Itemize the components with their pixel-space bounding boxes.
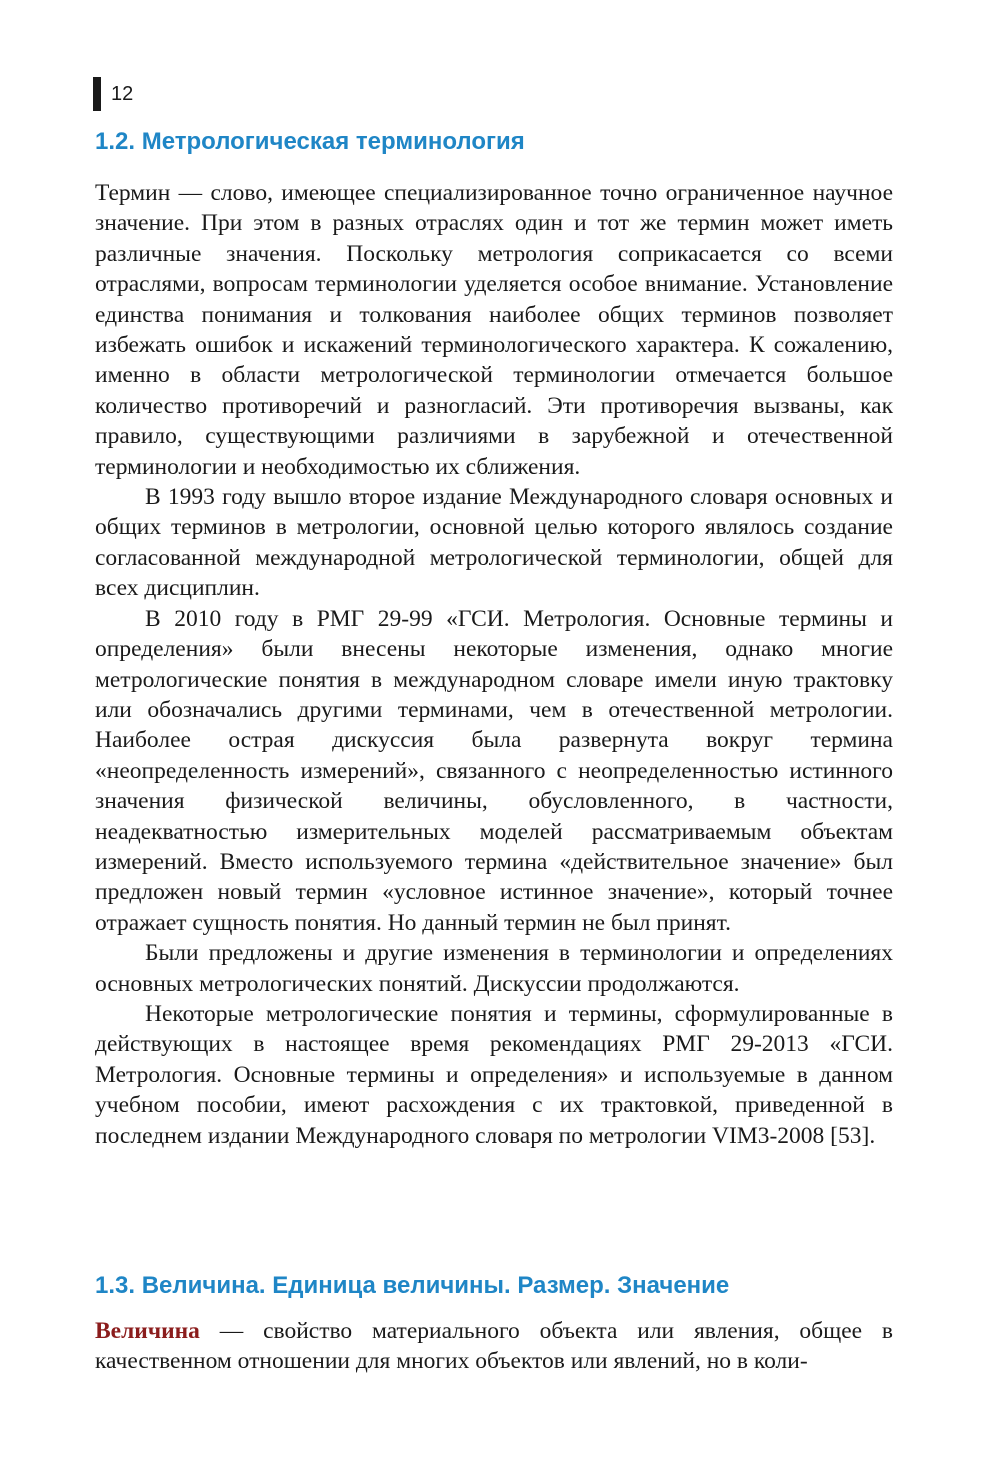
defined-term: Величина: [95, 1318, 200, 1344]
paragraph: В 2010 году в РМГ 29-99 «ГСИ. Метрология. Основные термины и определения» были внесены некоторые изменения, однако многие метрологические понятия в международном словаре имели иную трактовку или обозначались другими терминами, чем в отечественной метрологии. Наиболее острая дискуссия была развернута вокруг термина «неопределенность измерений», связанного с неопределенностью истинного значения физической величины, обусловленного, в частности, неадекватностью измерительных моделей рассматриваемым объектам измерений. Вместо используемого термина «действительное значение» был предложен новый термин «условное истинное значение», который точнее отражает сущность понятия. Но данный термин не был принят.: [95, 605, 893, 936]
page-marker-bar: [93, 77, 101, 111]
page-number: 12: [111, 83, 134, 105]
page-header: [93, 77, 133, 111]
paragraph: Некоторые метрологические понятия и термины, сформулированные в действующих в настоящее время рекомендациях РМГ 29-2013 «ГСИ. Метрология. Основные термины и определения» и используемые в данном учебном пособии, имеют расхождения с их трактовкой, приведенной в последнем издании Международного словаря по метрологии VIM3-2008 [53].: [95, 1000, 893, 1149]
section-body-1-3: [95, 1316, 893, 1377]
section-heading-1-3: 1.3. Величина. Единица величины. Размер. Значение: [95, 1272, 730, 1299]
paragraph: Были предложены и другие изменения в терминологии и определениях основных метрологических понятий. Дискуссии продолжаются.: [95, 940, 893, 997]
paragraph: Термин — слово, имеющее специализированное точно ограниченное научное значение. При этом в разных отраслях один и тот же термин может иметь различные значения. Поскольку метрология соприкасается со всеми отраслями, вопросам терминологии уделяется особое внимание. Установление единства понимания и толкования наиболее общих терминов позволяет избежать ошибок и искажений терминологического характера. К сожалению, именно в области метрологической терминологии отмечается большое количество противоречий и разногласий. Эти противоречия вызваны, как правило, существующими различиями в зарубежной и отечественной терминологии и необходимостью их сближения.: [95, 180, 893, 480]
definition-text: — свойство материального объекта или явления, общее в качественном отношении для многих объектов или явлений, но в коли-: [95, 1318, 893, 1375]
paragraph: В 1993 году вышло второе издание Международного словаря основных и общих терминов в метрологии, основной целью которого являлось создание согласованной международной метрологической терминологии, общей для всех дисциплин.: [95, 484, 893, 602]
section-heading-1-2: 1.2. Метрологическая терминология: [95, 128, 525, 155]
section-body-1-2: [95, 178, 893, 1151]
definition-paragraph: [95, 1316, 893, 1377]
